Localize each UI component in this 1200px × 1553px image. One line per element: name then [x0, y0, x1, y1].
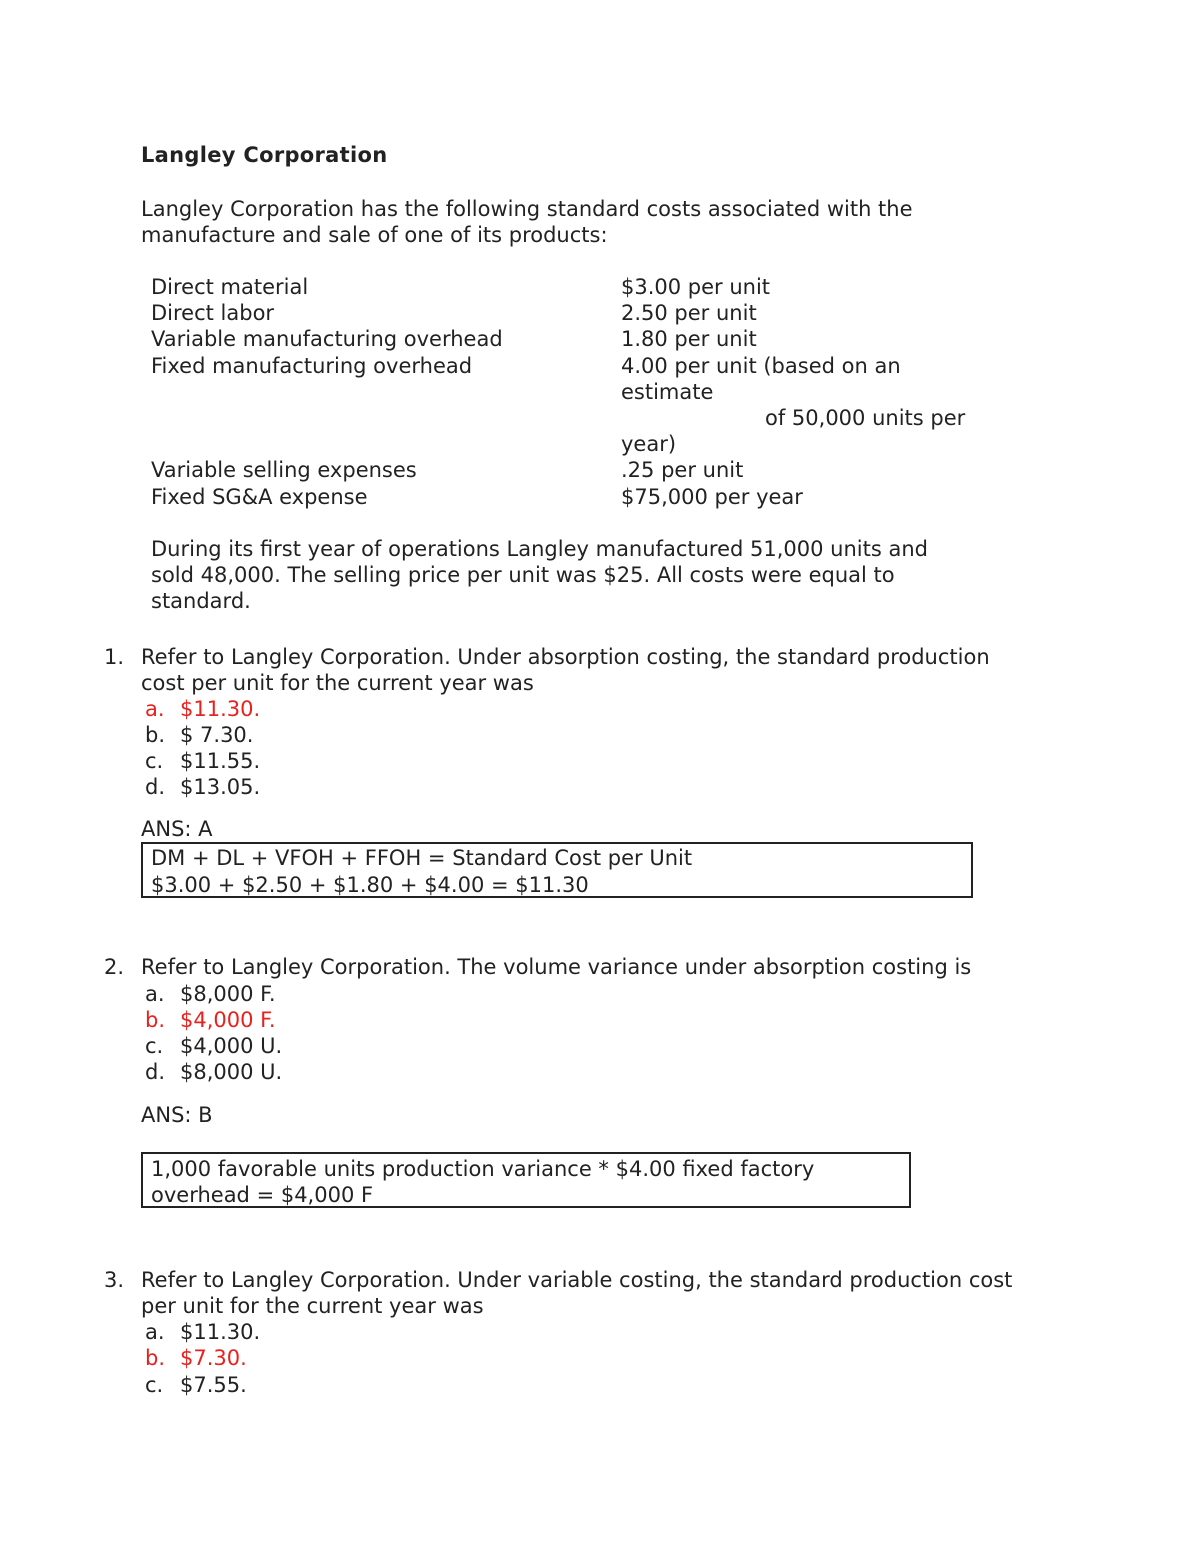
option-letter: c. [145, 1373, 164, 1397]
cost-item: Variable selling expenses [151, 458, 417, 482]
option-text: $4,000 U. [180, 1034, 283, 1058]
cost-value: of 50,000 units per [765, 406, 966, 430]
question-text: Refer to Langley Corporation. Under variable costing, the standard production cost [141, 1268, 1013, 1292]
option-letter: b. [145, 1346, 166, 1370]
option-text: $7.55. [180, 1373, 247, 1397]
operations-line-2: sold 48,000. The selling price per unit was $25. All costs were equal to [151, 563, 895, 587]
intro-line-2: manufacture and sale of one of its products: [141, 223, 608, 247]
option-letter: c. [145, 1034, 164, 1058]
question-number: 1. [103, 645, 124, 669]
cost-value: estimate [621, 380, 714, 404]
question-text: Refer to Langley Corporation. The volume variance under absorption costing is [141, 955, 972, 979]
option-text: $8,000 U. [180, 1060, 283, 1084]
intro-line-1: Langley Corporation has the following standard costs associated with the [141, 197, 913, 221]
option-text: $11.30. [180, 1320, 261, 1344]
option-text-correct: $11.30. [180, 697, 261, 721]
cost-value: .25 per unit [621, 458, 744, 482]
explanation-line: 1,000 favorable units production variance * $4.00 fixed factory [151, 1157, 815, 1181]
cost-item: Direct material [151, 275, 309, 299]
option-text: $11.55. [180, 749, 261, 773]
question-text: per unit for the current year was [141, 1294, 484, 1318]
operations-line-1: During its first year of operations Langley manufactured 51,000 units and [151, 537, 928, 561]
operations-line-3: standard. [151, 589, 251, 613]
question-text: Refer to Langley Corporation. Under absorption costing, the standard production [141, 645, 990, 669]
explanation-line: overhead = $4,000 F [151, 1183, 374, 1207]
cost-value: $3.00 per unit [621, 275, 771, 299]
explanation-line: $3.00 + $2.50 + $1.80 + $4.00 = $11.30 [151, 873, 589, 897]
explanation-line: DM + DL + VFOH + FFOH = Standard Cost per Unit [151, 846, 693, 870]
option-text-correct: $7.30. [180, 1346, 247, 1370]
option-text: $13.05. [180, 775, 261, 799]
option-letter: a. [145, 1320, 165, 1344]
option-letter: b. [145, 723, 166, 747]
question-text: cost per unit for the current year was [141, 671, 534, 695]
question-number: 3. [103, 1268, 124, 1292]
option-letter: a. [145, 697, 165, 721]
option-text: $ 7.30. [180, 723, 254, 747]
cost-item: Fixed manufacturing overhead [151, 354, 473, 378]
explanation-box [141, 1152, 911, 1208]
question-number: 2. [103, 955, 124, 979]
option-letter: d. [145, 1060, 166, 1084]
cost-item: Variable manufacturing overhead [151, 327, 503, 351]
option-text: $8,000 F. [180, 982, 276, 1006]
cost-item: Fixed SG&A expense [151, 485, 368, 509]
cost-value: $75,000 per year [621, 485, 803, 509]
answer-label: ANS: A [141, 817, 213, 841]
option-text-correct: $4,000 F. [180, 1008, 276, 1032]
cost-value: year) [621, 432, 677, 456]
option-letter: a. [145, 982, 165, 1006]
cost-item: Direct labor [151, 301, 275, 325]
option-letter: c. [145, 749, 164, 773]
cost-value: 2.50 per unit [621, 301, 757, 325]
answer-label: ANS: B [141, 1103, 213, 1127]
cost-value: 1.80 per unit [621, 327, 757, 351]
option-letter: d. [145, 775, 166, 799]
page-title: Langley Corporation [141, 143, 388, 167]
explanation-box [141, 842, 973, 898]
option-letter: b. [145, 1008, 166, 1032]
cost-value: 4.00 per unit (based on an [621, 354, 901, 378]
